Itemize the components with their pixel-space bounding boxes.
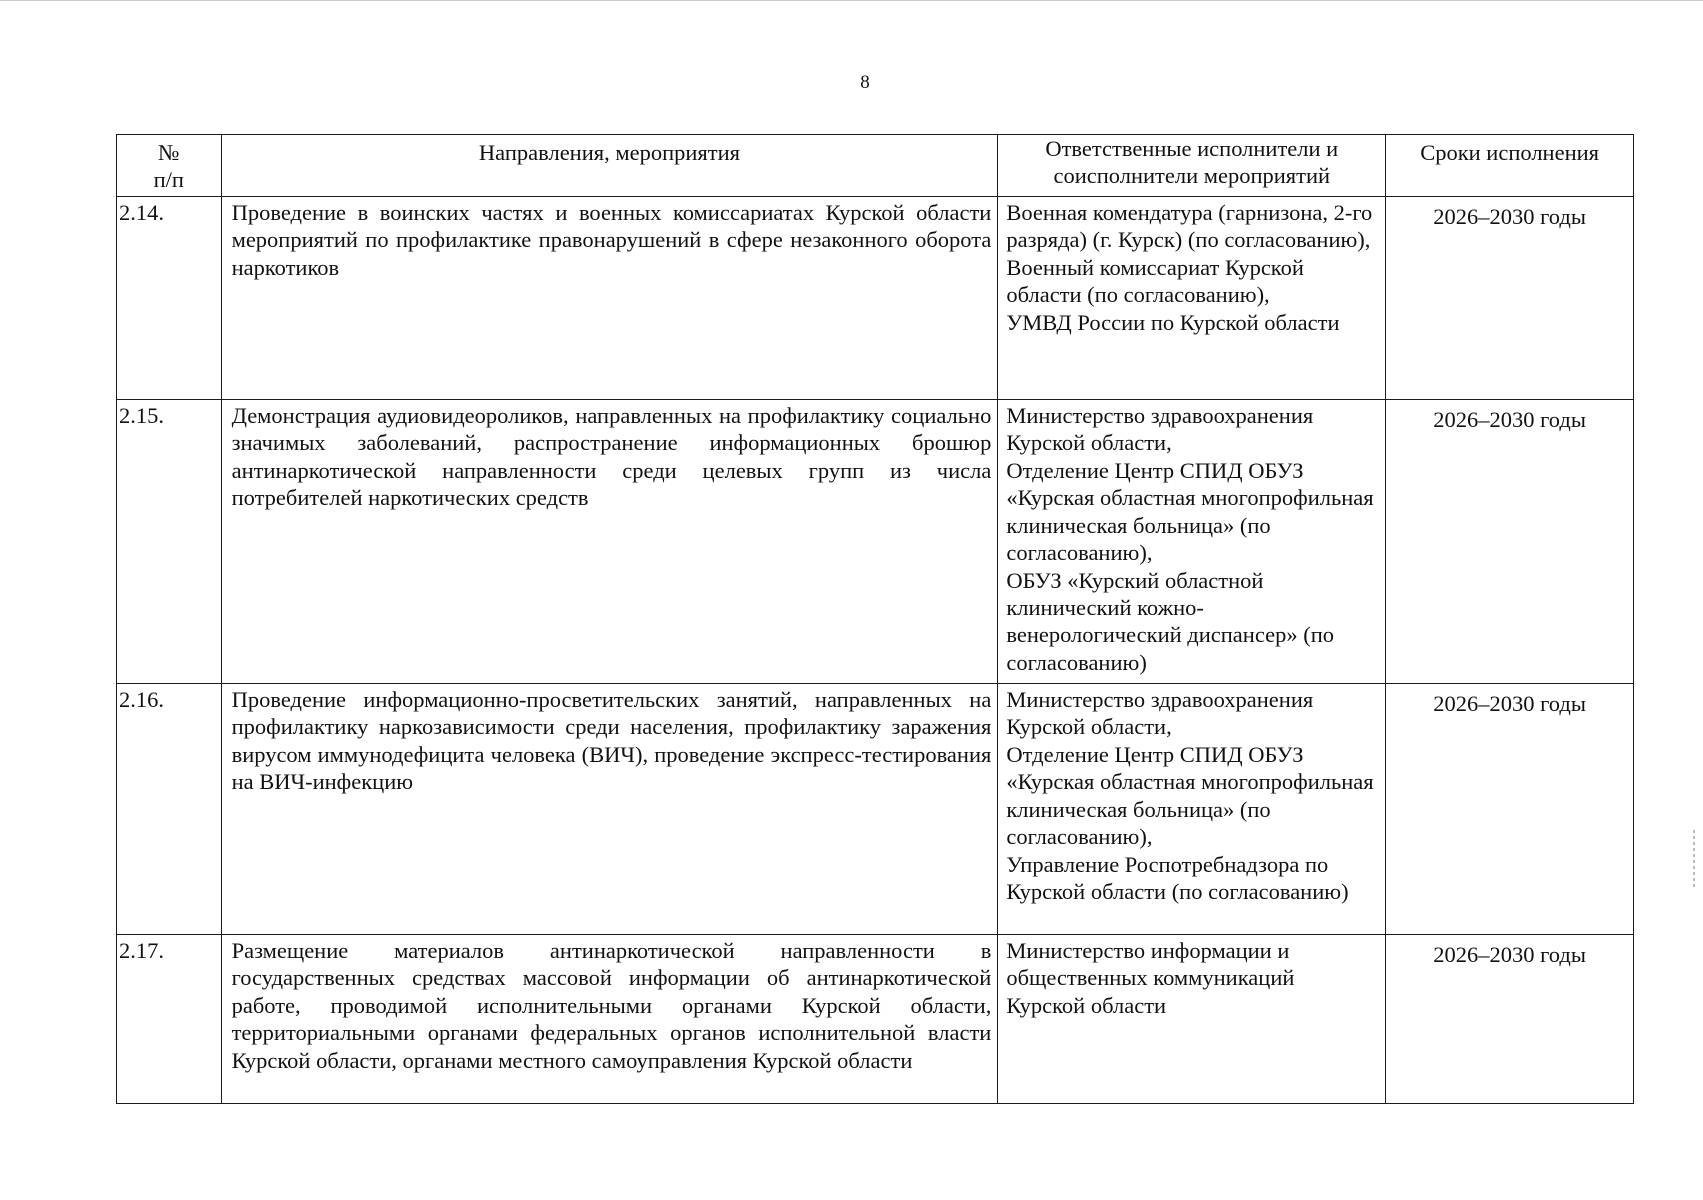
- table-row: [117, 196, 1634, 399]
- row-term: 2026–2030 годы: [1386, 934, 1634, 1103]
- row-activity: Проведение в воинских частях и военных комиссариатах Курской области мероприятий по профилактике правонарушений в сфере незаконного оборота наркотиков: [221, 196, 998, 399]
- row-executors: Министерство здравоохранения Курской области, Отделение Центр СПИД ОБУЗ «Курская областная многопрофильная клиническая больница» (по согласованию), ОБУЗ «Курский областной клинический кожно-венерологический диспансер» (по согласованию): [998, 399, 1386, 683]
- row-activity: Размещение материалов антинаркотической направленности в государственных средствах массовой информации об антинаркотической работе, проводимой исполнительными органами Курской области, территориальными органами федеральных органов исполнительной власти Курской области, органами местного самоуправления Курской области: [221, 934, 998, 1103]
- row-number: 2.15.: [117, 399, 222, 683]
- row-activity: Проведение информационно-просветительских занятий, направленных на профилактику наркозависимости среди населения, профилактику заражения вирусом иммунодефицита человека (ВИЧ), проведение экспресс-тестирования на ВИЧ-инфекцию: [221, 683, 998, 934]
- activities-table: [116, 134, 1634, 1104]
- header-num: № п/п: [117, 135, 222, 197]
- scan-edge-mark: [1693, 830, 1695, 890]
- row-number: 2.17.: [117, 934, 222, 1103]
- table-row: [117, 683, 1634, 934]
- header-term: Сроки исполнения: [1386, 135, 1634, 197]
- row-term: 2026–2030 годы: [1386, 683, 1634, 934]
- page-number: 8: [860, 72, 870, 93]
- row-executors: Военная комендатура (гарнизона, 2-го разряда) (г. Курск) (по согласованию), Военный комиссариат Курской области (по согласованию), УМВД России по Курской области: [998, 196, 1386, 399]
- table-row: [117, 934, 1634, 1103]
- row-term: 2026–2030 годы: [1386, 196, 1634, 399]
- row-activity: Демонстрация аудиовидеороликов, направленных на профилактику социально значимых заболеваний, распространение информационных брошюр антинаркотической направленности среди целевых групп из числа потребителей наркотических средств: [221, 399, 998, 683]
- row-executors: Министерство информации и общественных коммуникаций Курской области: [998, 934, 1386, 1103]
- row-number: 2.14.: [117, 196, 222, 399]
- row-executors: Министерство здравоохранения Курской области, Отделение Центр СПИД ОБУЗ «Курская областная многопрофильная клиническая больница» (по согласованию), Управление Роспотребнадзора по Курской области (по согласованию): [998, 683, 1386, 934]
- header-executors: Ответственные исполнители и соисполнители мероприятий: [998, 135, 1386, 197]
- table-header-row: [117, 135, 1634, 197]
- page-top-edge: [0, 0, 1703, 1]
- header-activity: Направления, мероприятия: [221, 135, 998, 197]
- row-number: 2.16.: [117, 683, 222, 934]
- table-row: [117, 399, 1634, 683]
- row-term: 2026–2030 годы: [1386, 399, 1634, 683]
